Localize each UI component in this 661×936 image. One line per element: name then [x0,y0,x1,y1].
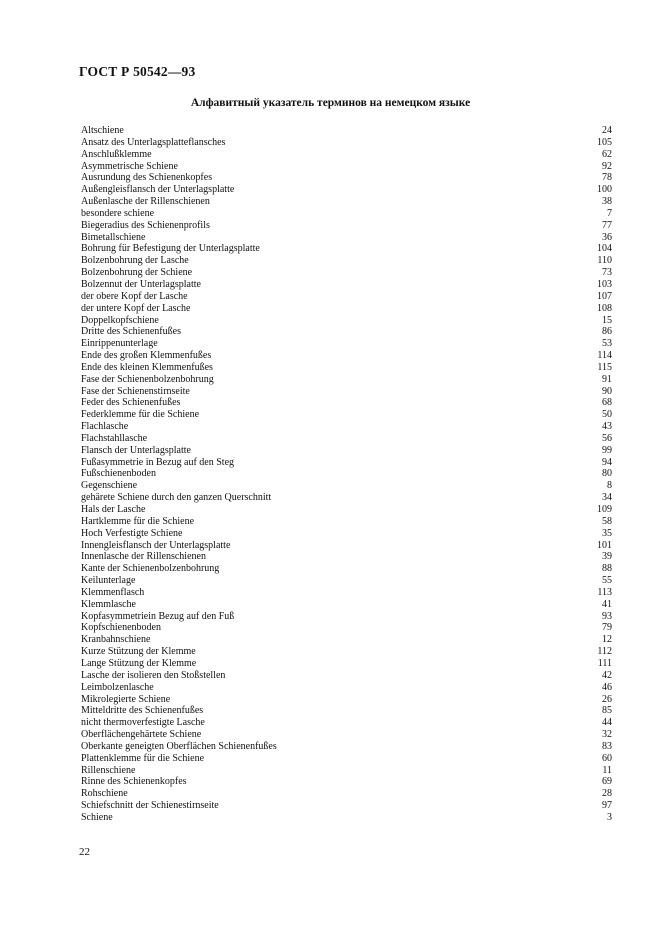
index-term-number: 111 [597,657,612,669]
index-term-number: 7 [607,207,612,219]
index-entry [81,504,612,516]
index-entry [81,694,612,706]
index-entry [81,397,612,409]
index-term: Fase der Schienenbolzenbohrung [81,373,214,385]
index-term: besondere schiene [81,207,155,219]
index-term: Kopfasymmetriein Bezug auf den Fuß [81,610,235,622]
index-entry [81,232,612,244]
index-term: Bolzenbohrung der Schiene [81,267,193,279]
index-term-number: 99 [602,444,612,456]
index-entry [81,303,612,315]
index-term-number: 94 [602,456,612,468]
index-term-number: 115 [597,361,612,373]
index-entry [81,350,612,362]
document-header: ГОСТ Р 50542—93 [79,64,196,79]
page-number: 22 [79,846,90,858]
index-term-number: 101 [597,539,612,551]
index-term-number: 58 [602,515,612,527]
index-entry [81,540,612,552]
index-entry [81,149,612,161]
index-term-number: 92 [602,160,612,172]
index-term: der obere Kopf der Lasche [81,290,188,302]
index-entry [81,243,612,255]
index-entry [81,563,612,575]
index-term: Rinne des Schienenkopfes [81,776,187,788]
index-term: Flansch der Unterlagsplatte [81,444,191,456]
index-term: Bolzenbohrung der Lasche [81,255,189,267]
index-entry [81,599,612,611]
index-entry [81,279,612,291]
index-entry [81,776,612,788]
index-term-number: 79 [602,622,612,634]
index-term: Fußschienenboden [81,468,156,480]
index-term-number: 88 [602,563,612,575]
index-entry [81,800,612,812]
index-term: Innengleisflansch der Unterlagsplatte [81,539,231,551]
index-term: Gegenschiene [81,480,138,492]
index-term-number: 42 [602,669,612,681]
index-entry [81,457,612,469]
index-term-number: 34 [602,492,612,504]
index-entry [81,765,612,777]
index-entry [81,125,612,137]
index-term-number: 46 [602,681,612,693]
index-term: Anschlußklemme [81,148,152,160]
index-term: Kranbahnschiene [81,634,151,646]
index-term-number: 108 [597,302,612,314]
index-term-number: 60 [602,752,612,764]
index-entry [81,433,612,445]
index-term-number: 77 [602,219,612,231]
index-term-number: 100 [597,184,612,196]
index-term: Kopfschienenboden [81,622,161,634]
index-term-number: 56 [602,432,612,444]
index-entry [81,812,612,824]
index-entry [81,255,612,267]
index-term: Rohschiene [81,788,128,800]
index-term: Keilunterlage [81,575,136,587]
index-term: Klemmlasche [81,598,136,610]
index-term-number: 15 [602,314,612,326]
index-term: Kurze Stützung der Klemme [81,646,196,658]
index-entry [81,741,612,753]
index-term-number: 8 [607,480,612,492]
index-title: Алфавитный указатель терминов на немецком языке [190,97,471,109]
index-term: Ende des großen Klemmenfußes [81,350,212,362]
index-entry [81,196,612,208]
index-term: Flachlasche [81,421,129,433]
index-term: Außengleisflansch der Unterlagsplatte [81,184,235,196]
index-entry [81,421,612,433]
index-term: Fase der Schienenstirnseite [81,385,190,397]
index-entry [81,468,612,480]
index-entry [81,374,612,386]
index-entry [81,705,612,717]
index-term-number: 32 [602,729,612,741]
index-term-number: 80 [602,468,612,480]
index-term-number: 28 [602,788,612,800]
index-term-number: 55 [602,575,612,587]
index-term: Federklemme für die Schiene [81,409,200,421]
index-entry [81,622,612,634]
index-term: Ansatz des Unterlagsplatteflansches [81,136,226,148]
index-term: der untere Kopf der Lasche [81,302,191,314]
index-term-number: 62 [602,148,612,160]
index-term: Dritte des Schienenfußes [81,326,181,338]
index-term-number: 24 [602,125,612,136]
index-term-number: 53 [602,338,612,350]
index-term-number: 26 [602,693,612,705]
index-entry [81,409,612,421]
index-term-number: 109 [597,504,612,515]
index-term-number: 50 [602,409,612,421]
index-term: Hartklemme für die Schiene [81,515,195,527]
index-term-number: 39 [602,551,612,563]
index-term-number: 83 [602,740,612,752]
index-term: Bolzennut der Unterlagsplatte [81,278,201,290]
index-entry [81,611,612,623]
index-term: Biegeradius des Schienenprofils [81,219,210,231]
index-entry [81,445,612,457]
index-term: Schiene [81,811,113,823]
index-entry [81,267,612,279]
index-term: Fußasymmetrie in Bezug auf den Steg [81,456,235,468]
index-entry [81,528,612,540]
index-term: Oberflächengehärtete Schiene [81,729,202,741]
index-term: nicht thermoverfestigte Lasche [81,717,205,729]
index-entry [81,717,612,729]
index-term-number: 12 [602,634,612,646]
index-entry [81,682,612,694]
index-entry [81,492,612,504]
index-entry [81,788,612,800]
index-term: Lange Stützung der Klemme [81,657,197,669]
index-term-number: 69 [602,776,612,788]
index-entry [81,575,612,587]
index-entry [81,220,612,232]
index-entry [81,362,612,374]
index-term-number: 110 [597,255,612,267]
index-entry [81,338,612,350]
index-entry [81,315,612,327]
index-entry [81,587,612,599]
index-term-number: 44 [602,717,612,729]
index-term: Mikrolegierte Schiene [81,693,171,705]
index-term: Asymmetrische Schiene [81,160,178,172]
index-entry [81,729,612,741]
index-term-number: 97 [602,800,612,812]
index-term: Rillenschiene [81,764,136,776]
index-term-number: 105 [597,136,612,148]
index-entry [81,634,612,646]
index-term-number: 103 [597,278,612,290]
index-term-number: 36 [602,231,612,243]
index-term-number: 93 [602,610,612,622]
index-term-number: 114 [597,350,612,362]
index-entry [81,184,612,196]
index-entry [81,670,612,682]
index-entry [81,753,612,765]
index-term: gehärete Schiene durch den ganzen Querschnitt [81,492,272,504]
index-term-number: 73 [602,267,612,279]
index-term: Mitteldritte des Schienenfußes [81,705,204,717]
index-term: Ende des kleinen Klemmenfußes [81,361,213,373]
index-term: Ausrundung des Schienenkopfes [81,172,213,184]
index-term-number: 113 [597,586,612,598]
index-term: Einrippenunterlage [81,338,158,350]
index-term-number: 112 [597,646,612,658]
index-term-number: 85 [602,705,612,717]
index-term: Doppelkopfschiene [81,314,159,326]
index-term-number: 90 [602,385,612,397]
index-entry [81,646,612,658]
index-term-number: 41 [602,598,612,610]
index-term: Leimbolzenlasche [81,681,154,693]
index-entry [81,137,612,149]
index-term-number: 11 [602,764,612,776]
index-entry [81,161,612,173]
index-term: Klemmenflasch [81,586,145,598]
index-term-number: 43 [602,421,612,433]
index-term: Flachstahllasche [81,432,148,444]
index-term-number: 78 [602,172,612,184]
index-entry [81,516,612,528]
index-entry [81,208,612,220]
index-term: Bohrung für Befestigung der Unterlagsplatte [81,243,260,255]
index-term: Schiefschnitt der Schienestirnseite [81,800,219,812]
index-term: Feder des Schienenfußes [81,397,181,409]
index-term-number: 91 [602,373,612,385]
index-entry [81,172,612,184]
index-term: Außenlasche der Rillenschienen [81,196,210,208]
index-term: Innenlasche der Rillenschienen [81,551,206,563]
index-term-number: 86 [602,326,612,338]
index-list [81,125,612,824]
index-term-number: 107 [597,290,612,302]
index-term: Altschiene [81,125,124,136]
index-entry [81,291,612,303]
index-term-number: 35 [602,527,612,539]
index-term-number: 38 [602,196,612,208]
index-term-number: 68 [602,397,612,409]
index-term: Hoch Verfestigte Schiene [81,527,183,539]
index-entry [81,480,612,492]
index-term-number: 104 [597,243,612,255]
index-term: Kante der Schienenbolzenbohrung [81,563,220,575]
index-entry [81,658,612,670]
index-term-number: 3 [607,811,612,823]
index-entry [81,326,612,338]
index-term: Oberkante geneigten Oberflächen Schienenfußes [81,740,277,752]
index-term: Bimetallschiene [81,231,146,243]
index-entry [81,386,612,398]
index-term: Lasche der isolieren den Stoßstellen [81,669,226,681]
index-term: Hals der Lasche [81,504,146,515]
index-entry [81,551,612,563]
index-term: Plattenklemme für die Schiene [81,752,205,764]
